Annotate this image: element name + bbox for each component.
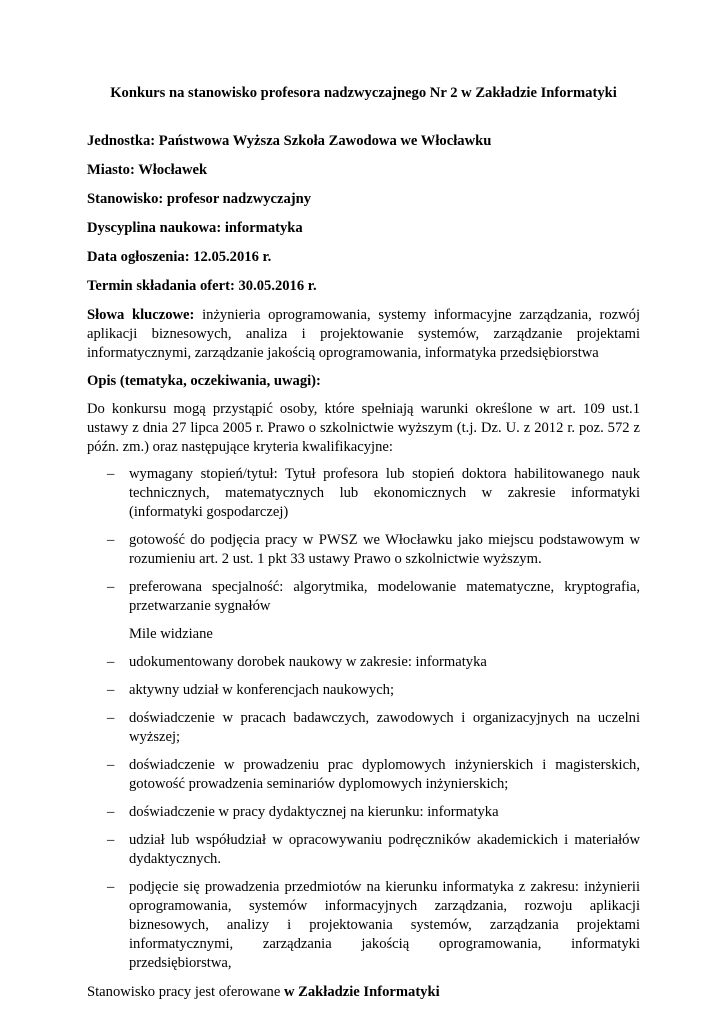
list-item [87, 756, 640, 794]
field-dyscyplina: Dyscyplina naukowa: informatyka [87, 220, 303, 236]
dash-bullet: – [107, 682, 115, 698]
keywords-paragraph [87, 306, 640, 363]
field-stanowisko: Stanowisko: profesor nadzwyczajny [87, 191, 312, 207]
dash-bullet: – [107, 804, 115, 820]
closing-bold-text: w Zakładzie Informatyki [283, 984, 440, 1000]
dash-bullet: – [107, 879, 115, 895]
list-item-text: doświadczenie w pracy dydaktycznej na kierunku: informatyka [129, 804, 499, 820]
list-item [87, 831, 640, 869]
list-item-text: aktywny udział w konferencjach naukowych; [129, 682, 395, 698]
list-item [87, 465, 640, 522]
dash-bullet: – [107, 710, 115, 726]
dash-bullet: – [107, 466, 115, 482]
dash-bullet: – [107, 532, 115, 548]
list-item-text: wymagany stopień/tytuł: Tytuł profesora lub stopień doktora habilitowanego nauk technicznych, matematycznych lub ekonomicznych w zakresie informatyki (informatyki gospodarczej) [129, 466, 640, 520]
list-item-text: preferowana specjalność: algorytmika, modelowanie matematyczne, kryptografia, przetwarzanie sygnałów [129, 579, 640, 614]
list-item [87, 653, 640, 672]
list-item-text: doświadczenie w prowadzeniu prac dyplomowych inżynierskich i magisterskich, gotowość prowadzenia seminariów dyplomowych inżynierskich; [129, 757, 640, 792]
description-heading: Opis (tematyka, oczekiwania, uwagi): [87, 373, 321, 389]
requirements-list [87, 465, 640, 616]
field-jednostka: Jednostka: Państwowa Wyższa Szkoła Zawodowa we Włocławku [87, 133, 492, 149]
dash-bullet: – [107, 579, 115, 595]
list-item-text: podjęcie się prowadzenia przedmiotów na kierunku informatyka z zakresu: inżynierii oprogramowania, systemów informacyjnych zarządzania, rozwoju aplikacji biznesowych, analizy i projektowania systemów, zarządzania projektami informatycznymi, zarządzania jakością oprogramowania, informatyki przedsiębiorstwa, [129, 879, 640, 971]
field-miasto: Miasto: Włocławek [87, 162, 208, 178]
closing-text: Stanowisko pracy jest oferowane [87, 984, 284, 1000]
closing-paragraph [87, 983, 640, 1002]
dash-bullet: – [107, 757, 115, 773]
dash-bullet: – [107, 832, 115, 848]
list-item-text: gotowość do podjęcia pracy w PWSZ we Włocławku jako miejscu podstawowym w rozumieniu art. 2 ust. 1 pkt 33 ustawy Prawo o szkolnictwie wyższym. [129, 532, 640, 567]
document-page [87, 84, 640, 1002]
list-item-text: doświadczenie w pracach badawczych, zawodowych i organizacyjnych na uczelni wyższej; [129, 710, 640, 745]
document-title: Konkurs na stanowisko profesora nadzwyczajnego Nr 2 w Zakładzie Informatyki [110, 85, 617, 101]
list-item-text: udział lub współudział w opracowywaniu podręczników akademickich i materiałów dydaktycznych. [129, 832, 640, 867]
nice-to-have-list [87, 653, 640, 973]
list-item-text: udokumentowany dorobek naukowy w zakresie: informatyka [129, 654, 487, 670]
list-item [87, 878, 640, 973]
nice-to-have-heading: Mile widziane [129, 626, 213, 642]
list-item [87, 681, 640, 700]
list-item [87, 709, 640, 747]
field-data-ogloszenia: Data ogłoszenia: 12.05.2016 r. [87, 249, 272, 265]
field-termin-skladania-ofert: Termin składania ofert: 30.05.2016 r. [87, 278, 317, 294]
list-item [87, 578, 640, 616]
dash-bullet: – [107, 654, 115, 670]
list-item [87, 531, 640, 569]
intro-paragraph: Do konkursu mogą przystąpić osoby, które spełniają warunki określone w art. 109 ust.1 ustawy z dnia 27 lipca 2005 r. Prawo o szkolnictwie wyższym (t.j. Dz. U. z 2012 r. poz. 572 z późn. zm.) oraz następujące kryteria kwalifikacyjne: [87, 401, 640, 455]
keywords-label: Słowa kluczowe: [87, 307, 195, 323]
list-item [87, 803, 640, 822]
keywords-text: inżynieria oprogramowania, systemy informacyjne zarządzania, rozwój aplikacji biznesowych, analiza i projektowanie systemów, zarządzanie projektami informatycznymi, zarządzanie jakością oprogramowania, informatyka przedsiębiorstwa [87, 307, 641, 361]
